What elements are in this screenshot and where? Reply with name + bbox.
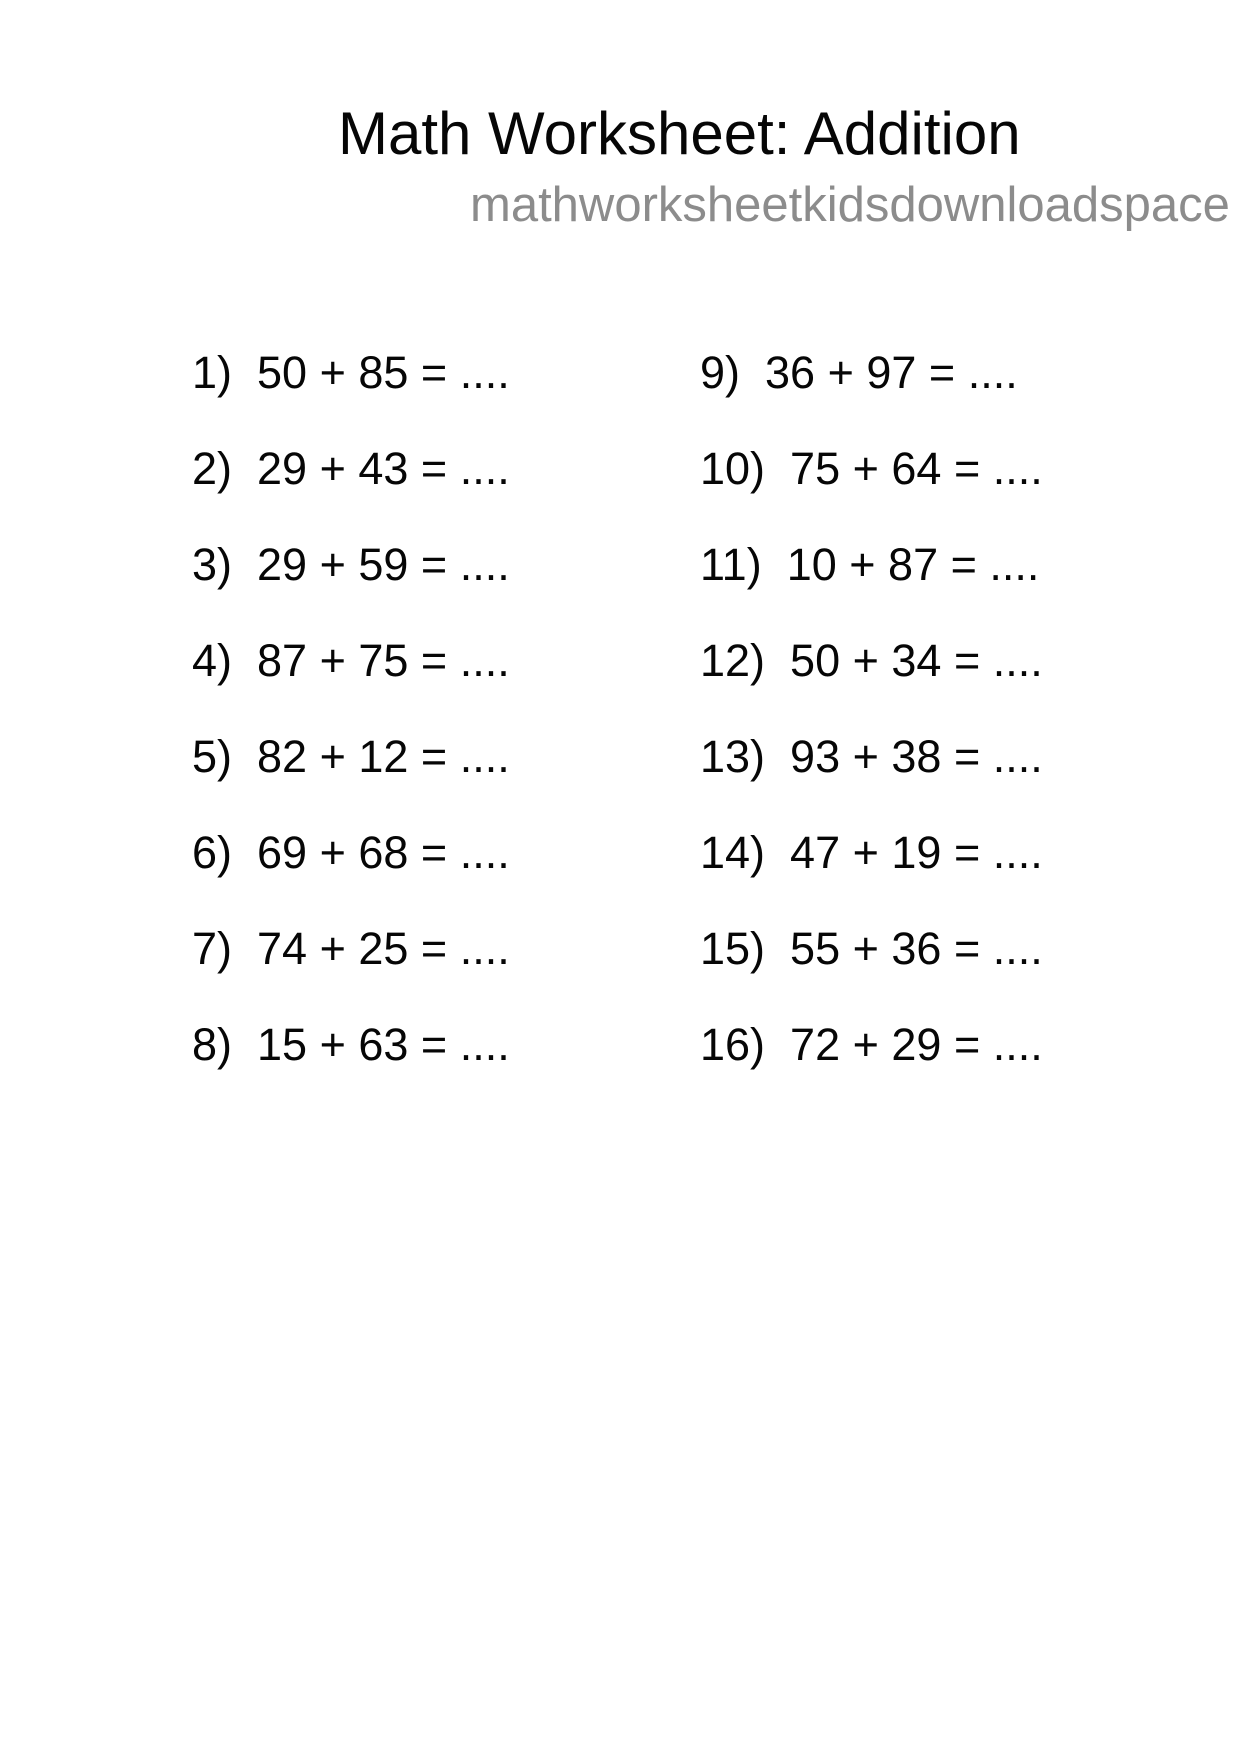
problem-row (192, 324, 510, 420)
problem-expression: 75 + 64 = .... (790, 442, 1043, 494)
problem-number: 10) (700, 442, 766, 494)
problem-expression: 29 + 59 = .... (257, 538, 510, 590)
problem-row (700, 708, 1043, 804)
problem-number: 6) (192, 826, 233, 878)
problem-number: 12) (700, 634, 766, 686)
problem-number: 9) (700, 346, 741, 398)
problem-row (700, 900, 1043, 996)
problem-number: 3) (192, 538, 233, 590)
problem-row (192, 612, 510, 708)
problem-expression: 93 + 38 = .... (790, 730, 1043, 782)
problem-number: 15) (700, 922, 766, 974)
problem-expression: 36 + 97 = .... (765, 346, 1018, 398)
problem-row (700, 612, 1043, 708)
worksheet-title: Math Worksheet: Addition (338, 100, 1021, 167)
problem-number: 16) (700, 1018, 766, 1070)
problem-row (192, 900, 510, 996)
problems-column-right (700, 324, 1043, 1092)
problem-row (192, 420, 510, 516)
problem-number: 1) (192, 346, 233, 398)
problem-expression: 72 + 29 = .... (790, 1018, 1043, 1070)
problem-number: 11) (700, 538, 762, 590)
problem-row (700, 324, 1043, 420)
problem-row (192, 516, 510, 612)
problem-number: 2) (192, 442, 233, 494)
problem-expression: 50 + 85 = .... (257, 346, 510, 398)
problem-expression: 82 + 12 = .... (257, 730, 510, 782)
problem-expression: 29 + 43 = .... (257, 442, 510, 494)
problem-expression: 55 + 36 = .... (790, 922, 1043, 974)
problem-expression: 10 + 87 = .... (786, 538, 1040, 590)
problem-number: 4) (192, 634, 233, 686)
problems-column-left (192, 324, 510, 1092)
problem-number: 5) (192, 730, 233, 782)
problem-row (700, 996, 1043, 1092)
problem-number: 14) (700, 826, 766, 878)
problem-expression: 74 + 25 = .... (257, 922, 510, 974)
problem-number: 7) (192, 922, 233, 974)
problem-expression: 15 + 63 = .... (257, 1018, 510, 1070)
problem-number: 8) (192, 1018, 233, 1070)
problem-row (700, 804, 1043, 900)
problem-expression: 50 + 34 = .... (790, 634, 1043, 686)
problem-row (700, 420, 1043, 516)
worksheet-watermark: mathworksheetkidsdownloadspace (470, 178, 1230, 232)
problem-expression: 87 + 75 = .... (257, 634, 510, 686)
problem-expression: 47 + 19 = .... (790, 826, 1043, 878)
problem-expression: 69 + 68 = .... (257, 826, 510, 878)
problem-row (700, 516, 1043, 612)
problem-row (192, 804, 510, 900)
problem-row (192, 708, 510, 804)
problem-row (192, 996, 510, 1092)
problem-number: 13) (700, 730, 766, 782)
